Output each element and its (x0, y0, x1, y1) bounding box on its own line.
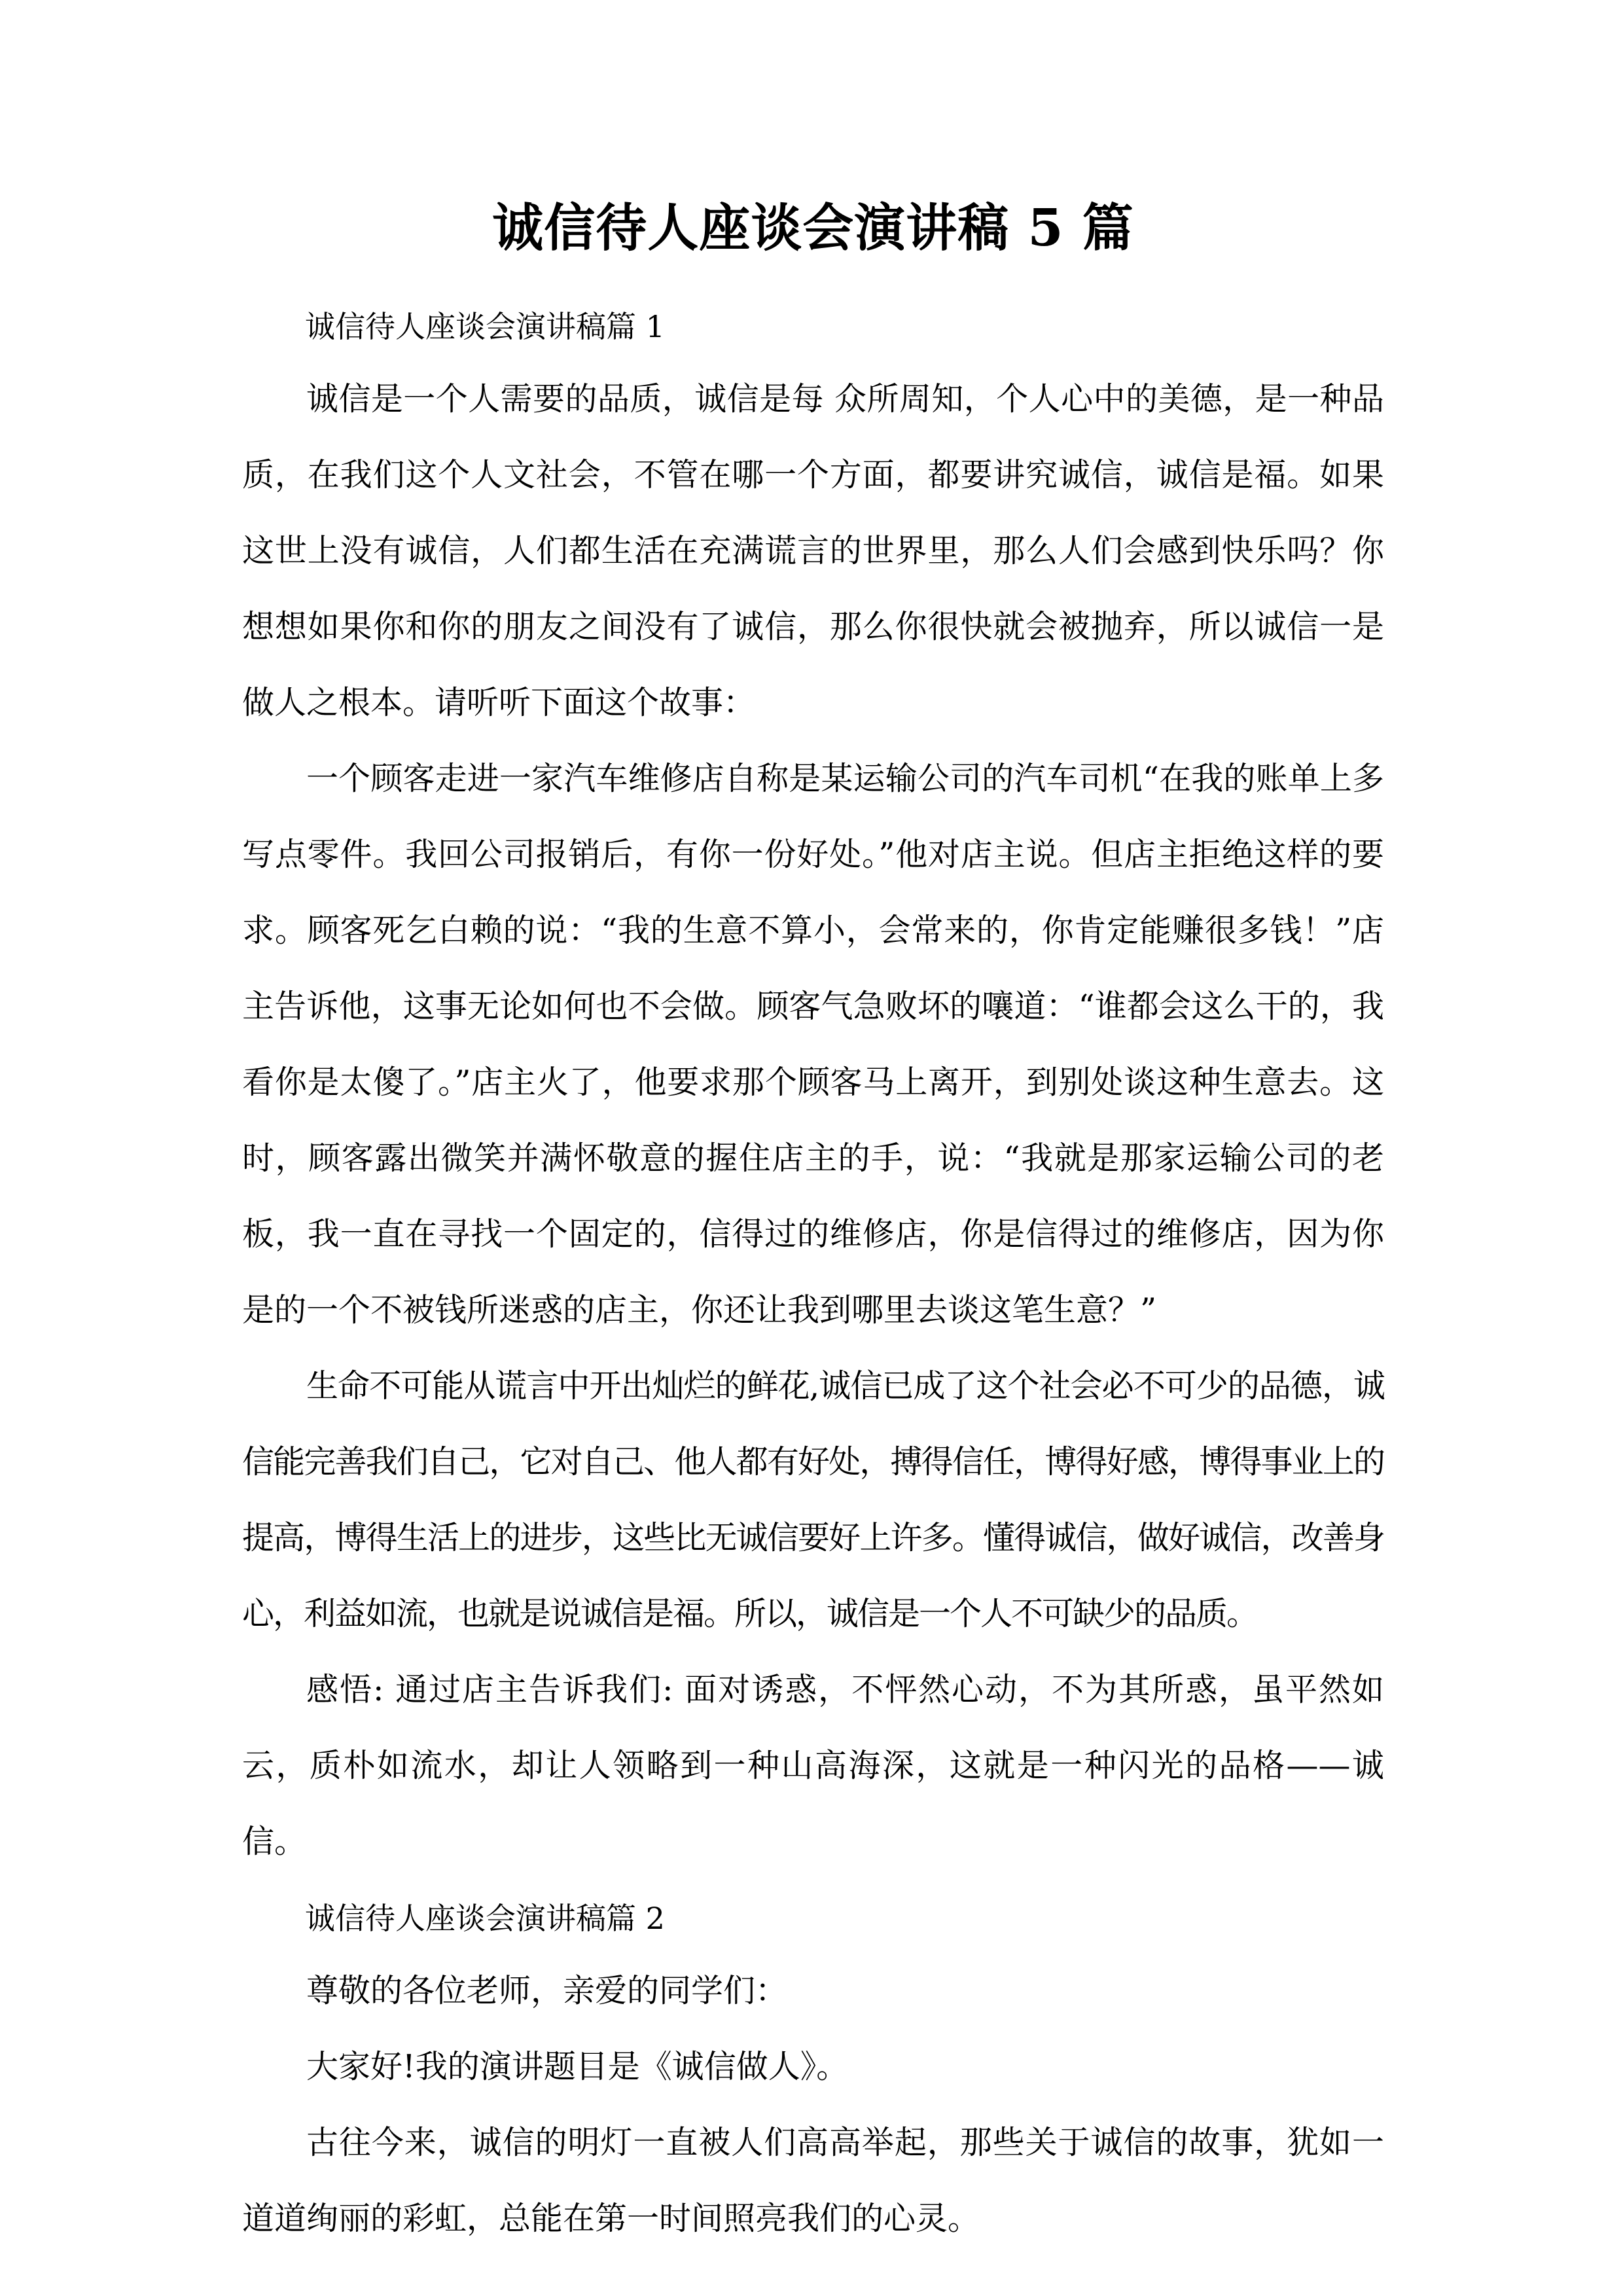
page-content (242, 0, 1384, 2257)
section-2-paragraph-3: 古往今来，诚信的明灯一直被人们高高举起，那些关于诚信的故事，犹如一道道绚丽的彩虹，总能在第一时间照亮我们的心灵。 (242, 2123, 1384, 2237)
section-1-paragraph-2: 一个顾客走进一家汽车维修店自称是某运输公司的汽车司机“在我的账单上多写点零件。我回公司报销后，有你一份好处。”他对店主说。但店主拒绝这样的要求。顾客死乞白赖的说：“我的生意不算小，会常来的，你肯定能赚很多钱！”店主告诉他，这事无论如何也不会做。顾客气急败坏的嚷道：“谁都会这么干的，我看你是太傻了。”店主火了，他要求那个顾客马上离开，到别处谈这种生意去。这时，顾客露出微笑并满怀敬意的握住店主的手，说：“我就是那家运输公司的老板，我一直在寻找一个固定的，信得过的维修店，你是信得过的维修店，因为你是的一个不被钱所迷惑的店主，你还让我到哪里去谈这笔生意？” (242, 759, 1384, 1329)
section-2-paragraph-1: 尊敬的各位老师，亲爱的同学们： (306, 1971, 788, 2009)
section-label-1: 诚信待人座谈会演讲稿篇 1 (305, 308, 665, 344)
section-1-paragraph-1: 诚信是一个人需要的品质，诚信是每 众所周知，个人心中的美德，是一种品质，在我们这个人文社会，不管在哪一个方面，都要讲究诚信，诚信是福。如果这世上没有诚信，人们都生活在充满谎言的世界里，那么人们会感到快乐吗？你想想如果你和你的朋友之间没有了诚信，那么你很快就会被抛弃，所以诚信一是做人之根本。请听听下面这个故事： (242, 380, 1384, 721)
section-2-paragraph-2: 大家好!我的演讲题目是《诚信做人》。 (306, 2047, 849, 2085)
section-1-paragraph-3: 生命不可能从谎言中开出灿烂的鲜花,诚信已成了这个社会必不可少的品德，诚信能完善我们自己，它对自己、他人都有好处，搏得信任，博得好感，博得事业上的提高，博得生活上的进步，这些比无诚信要好上许多。懂得诚信，做好诚信，改善身心，利益如流，也就是说诚信是福。所以，诚信是一个人不可缺少的品质。 (242, 1367, 1384, 1632)
page-title: 诚信待人座谈会演讲稿 5 篇 (492, 198, 1134, 258)
section-label-2: 诚信待人座谈会演讲稿篇 2 (305, 1900, 665, 1936)
section-1-paragraph-4: 感悟: 通过店主告诉我们: 面对诱惑，不怦然心动，不为其所惑，虽平然如云，质朴如流水，却让人领略到一种山高海深，这就是一种闪光的品格——诚信。 (242, 1670, 1384, 1860)
